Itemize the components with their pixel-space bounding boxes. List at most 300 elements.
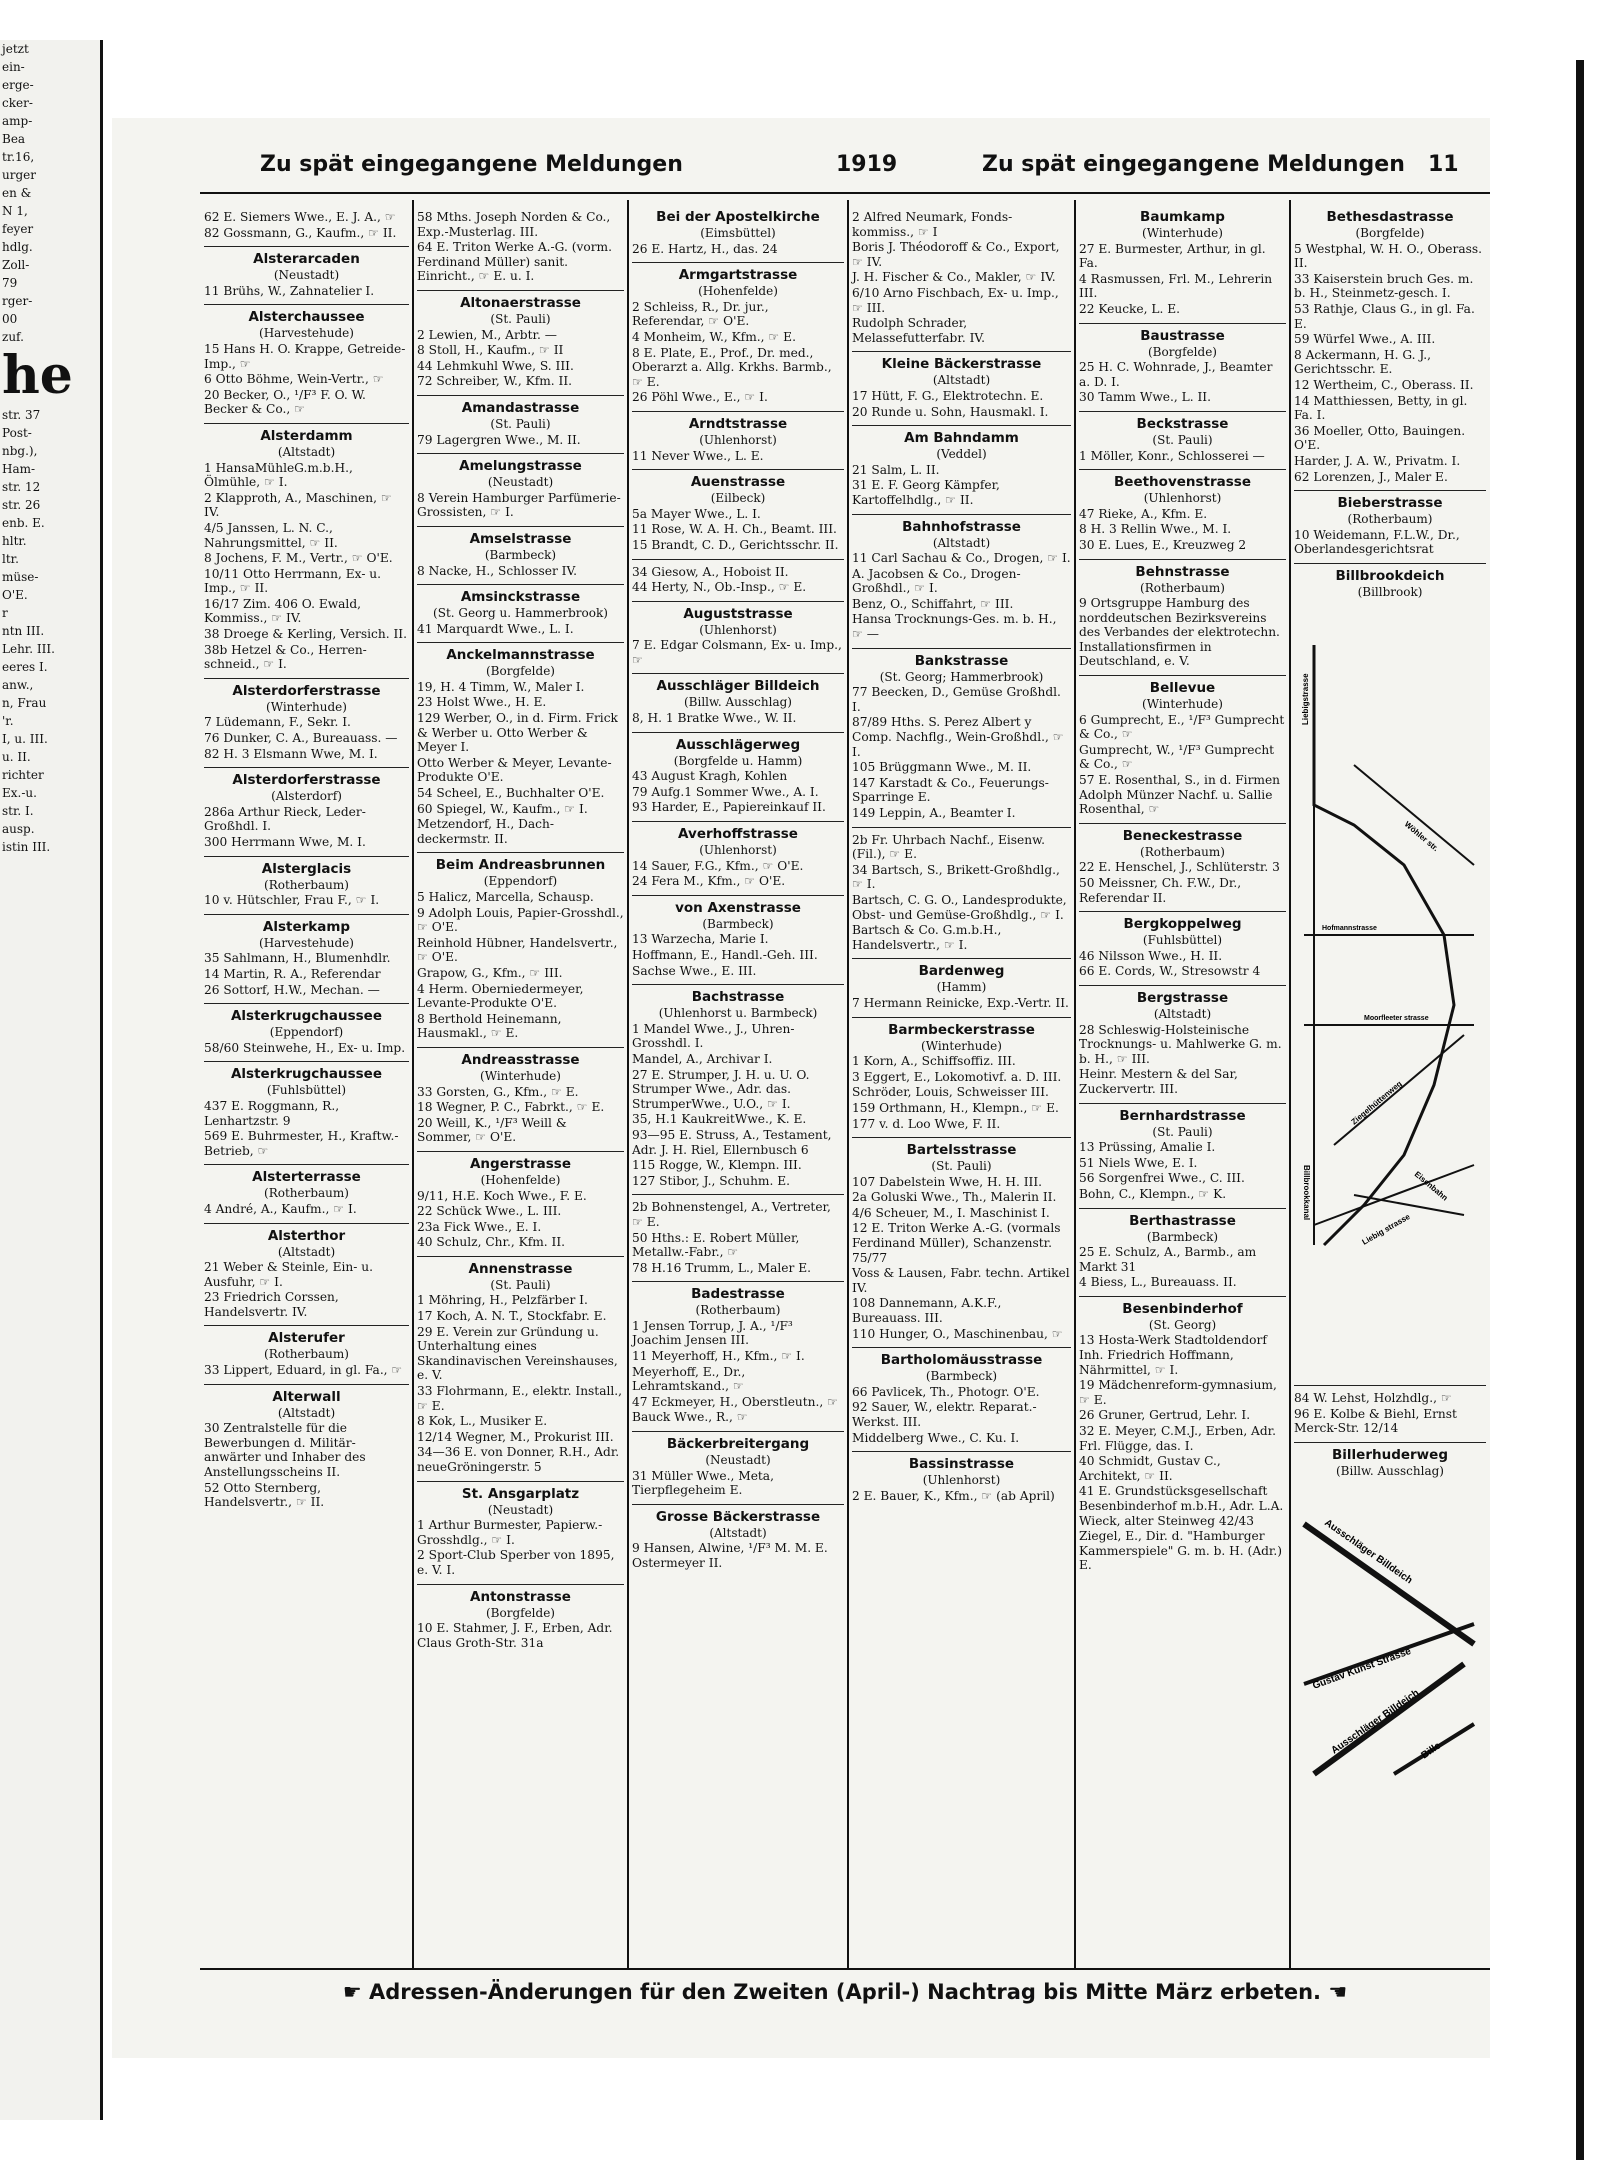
- address-entry: 149 Leppin, A., Beamter I.: [852, 806, 1016, 820]
- address-entry: Middelberg Wwe., C. Ku. I.: [852, 1430, 1020, 1445]
- street-name: Bellevue: [1149, 680, 1216, 697]
- district-name: (Uhlenhorst): [1143, 491, 1222, 506]
- district-name: (Winterhude): [921, 1038, 1002, 1053]
- address-entry: 286a Arthur Rieck, Leder-Großhdl. I.: [204, 804, 366, 834]
- district-name: (St. Pauli): [490, 311, 551, 326]
- strip-line: O'E.: [2, 588, 28, 602]
- district-name: (Borgfelde): [1355, 226, 1425, 240]
- street-section: [1294, 1385, 1486, 1436]
- address-entry: 17 Koch, A. N. T., Stockfabr. E.: [417, 1309, 607, 1324]
- address-entry: 53 Rathje, Claus G., in gl. Fa. E.: [1294, 301, 1475, 331]
- address-entry: 60 Spiegel, W., Kaufm., ☞ I.: [417, 801, 588, 816]
- address-entry: Meyerhoff, E., Dr., Lehramtskand., ☞: [632, 1364, 746, 1394]
- address-entry: 2 Klapproth, A., Maschinen, ☞ IV.: [204, 490, 392, 520]
- strip-line: I, u. III.: [2, 732, 48, 746]
- address-entry: 78 H.16 Trumm, L., Maler E.: [632, 1260, 811, 1275]
- district-name: (Rotherbaum): [264, 877, 349, 892]
- strip-line: 'r.: [2, 714, 14, 728]
- address-entry: 29 E. Verein zur Gründung u. Unterhaltung eines Skandinavischen Vereinshauses, e. V.: [417, 1324, 618, 1383]
- strip-line: amp-: [2, 114, 33, 128]
- strip-line: n, Frau: [2, 696, 47, 710]
- street-section: [204, 914, 409, 997]
- district-name: (Altstadt): [277, 1244, 336, 1259]
- district-name: (Neustadt): [273, 268, 340, 283]
- address-entry: 10 E. Stahmer, J. F., Erben, Adr. Claus Groth-Str. 31a: [417, 1621, 613, 1650]
- address-entry: 2 Alfred Neumark, Fonds-kommiss., ☞ I: [852, 210, 1013, 239]
- district-name: (Veddel): [936, 447, 987, 462]
- street-section: [204, 304, 409, 417]
- strip-line: Zoll-: [2, 258, 30, 272]
- address-entry: 300 Herrmann Wwe, M. I.: [204, 835, 366, 849]
- address-entry: 62 Lorenzen, J., Maler E.: [1294, 469, 1448, 484]
- address-entry: 11 Meyerhoff, H., Kfm., ☞ I.: [632, 1349, 805, 1364]
- address-entry: Heinr. Mestern & del Sar, Zuckervertr. III.: [1079, 1067, 1238, 1096]
- address-entry: 76 Dunker, C. A., Bureauass. —: [204, 731, 398, 746]
- district-name: (St. Pauli): [490, 416, 551, 431]
- address-entry: 33 Kaiserstein bruch Ges. m. b. H., Steinmetz-gesch. I.: [1294, 271, 1474, 301]
- address-entry: 40 Schmidt, Gustav C., Architekt, ☞ II.: [1079, 1454, 1221, 1483]
- address-entry: 10/11 Otto Herrmann, Ex- u. Imp., ☞ II.: [204, 566, 382, 596]
- address-entry: 30 E. Lues, E., Kreuzweg 2: [1079, 537, 1247, 552]
- district-name: (Winterhude): [1142, 697, 1223, 712]
- address-entry: Ziegel, E., Dir. d. "Hamburger Kammerspiele" G. m. b. H. (Adr.) E.: [1079, 1529, 1283, 1573]
- street-name: Berthastrasse: [1129, 1212, 1236, 1229]
- street-section: [204, 423, 409, 672]
- street-name: Baumkamp: [1140, 209, 1225, 225]
- district-name: (Rotherbaum): [1140, 580, 1225, 595]
- district-name: (Borgfelde): [486, 1605, 555, 1620]
- page-header: [200, 152, 1480, 188]
- address-entry: 35 Sahlmann, H., Blumenhdlr.: [204, 951, 391, 966]
- street-name: Alsterglacis: [261, 860, 352, 877]
- street-name: Alterwall: [272, 1388, 341, 1405]
- street-section: [417, 290, 624, 389]
- billbrook-map: [1294, 605, 1484, 1375]
- address-entry: 12/14 Wegner, M., Prokurist III.: [417, 1429, 614, 1444]
- street-section: [632, 1281, 844, 1425]
- address-entry: 22 E. Henschel, J., Schlüterstr. 3: [1079, 860, 1280, 875]
- address-entry: 32 E. Meyer, C.M.J., Erben, Adr. Frl. Flügge, das. I.: [1079, 1424, 1277, 1453]
- district-name: (Winterhude): [1142, 226, 1223, 240]
- address-entry: 3 Eggert, E., Lokomotivf. a. D. III.: [852, 1069, 1062, 1084]
- district-name: (Rotherbaum): [264, 1347, 349, 1362]
- address-entry: 14 Sauer, F.G., Kfm., ☞ O'E.: [632, 858, 804, 873]
- street-name: Bäckerbreitergang: [666, 1436, 810, 1453]
- address-entry: 177 v. d. Loo Wwe, F. II.: [852, 1116, 1001, 1131]
- street-section: [204, 205, 409, 240]
- map-label: Ausschläger Billdeich: [1329, 1687, 1422, 1757]
- district-name: (Billw. Ausschlag): [683, 695, 792, 710]
- street-name: Alsterchaussee: [248, 309, 365, 326]
- street-name: Andreasstrasse: [461, 1051, 580, 1068]
- page-edge: [1576, 60, 1584, 2160]
- address-entry: 5 Westphal, W. H. O., Oberass. II.: [1294, 241, 1482, 271]
- address-entry: 8, H. 1 Bratke Wwe., W. II.: [632, 711, 797, 726]
- header-year: 1919: [836, 152, 898, 177]
- address-entry: 36 Moeller, Otto, Bauingen. O'E.: [1294, 423, 1466, 453]
- address-entry: 57 E. Rosenthal, S., in d. Firmen Adolph Münzer Nachf. u. Sallie Rosenthal, ☞: [1079, 773, 1281, 817]
- address-entry: 44 Herty, N., Ob.-Insp., ☞ E.: [632, 580, 807, 595]
- address-entry: 66 E. Cords, W., Stresowstr 4: [1079, 964, 1261, 979]
- address-entry: 8 E. Plate, E., Prof., Dr. med., Oberarzt a. Allg. Krkhs. Barmb., ☞ E.: [632, 345, 832, 389]
- street-section: [417, 1256, 624, 1475]
- strip-line: anw.,: [2, 678, 34, 692]
- address-entry: 11 Brühs, W., Zahnatelier I.: [204, 283, 375, 298]
- street-name: Amelungstrasse: [459, 458, 582, 475]
- address-entry: 127 Stibor, J., Schuhm. E.: [632, 1173, 791, 1188]
- strip-line: eeres I.: [2, 660, 48, 674]
- column-3: [628, 205, 848, 1970]
- district-name: (Winterhude): [266, 699, 347, 714]
- address-entry: 28 Schleswig-Holsteinische Trocknungs- u. Mahlwerke G. m. b. H., ☞ III.: [1079, 1022, 1282, 1066]
- address-entry: 87/89 Hths. S. Perez Albert y Comp. Nachflg., Wein-Großhdl., ☞ I.: [852, 715, 1064, 759]
- street-section: [417, 642, 624, 846]
- street-name: Alsterkrugchaussee: [230, 1066, 382, 1083]
- street-section: [1079, 323, 1286, 405]
- map-label: Billbrookkanal: [1302, 1165, 1311, 1221]
- footer-text: Adressen-Änderungen für den Zweiten (April-) Nachtrag bis Mitte März erbeten.: [368, 1980, 1322, 2004]
- address-entry: 1 Korn, A., Schiffsoffiz. III.: [852, 1054, 1016, 1069]
- address-entry: 18 Wegner, P. C., Fabrkt., ☞ E.: [417, 1100, 605, 1115]
- address-entry: 93 Harder, E., Papiereinkauf II.: [632, 800, 826, 815]
- address-entry: Grapow, G., Kfm., ☞ III.: [417, 965, 563, 980]
- address-entry: 41 Marquardt Wwe., L. I.: [417, 621, 574, 636]
- district-name: (Uhlenhorst): [922, 1473, 1001, 1488]
- address-entry: Bartsch & Co. G.m.b.H., Handelsvertr., ☞ I.: [852, 923, 1002, 952]
- street-name: Beneckestrasse: [1122, 827, 1243, 844]
- address-entry: 10 v. Hütschler, Frau F., ☞ I.: [204, 893, 380, 908]
- address-entry: 26 Sottorf, H.W., Mechan. —: [204, 982, 380, 997]
- address-entry: 15 Brandt, C. D., Gerichtsschr. II.: [632, 537, 839, 552]
- street-name: Angerstrasse: [469, 1155, 572, 1172]
- street-section: [632, 821, 844, 889]
- address-entry: 22 Schück Wwe., L. III.: [417, 1204, 562, 1219]
- district-name: (Uhlenhorst u. Barmbeck): [658, 1006, 818, 1021]
- street-name: Beim Andreasbrunnen: [435, 857, 606, 874]
- address-entry: 9 Adolph Louis, Papier-Grosshdl., ☞ O'E.: [417, 905, 624, 935]
- strip-line: tr.16,: [2, 150, 35, 164]
- street-name: Bartelsstrasse: [906, 1142, 1017, 1159]
- address-entry: 30 Zentralstelle für die Bewerbungen d. Militär-anwärter und Inhaber des Anstellungsscheins II.: [204, 1421, 366, 1480]
- district-name: (Borgfelde): [1148, 344, 1217, 359]
- street-name: Bahnhofstrasse: [902, 518, 1021, 535]
- strip-line: enb. E.: [2, 516, 45, 530]
- strip-line: en &: [2, 186, 32, 200]
- address-entry: Benz, O., Schiffahrt, ☞ III.: [852, 596, 1014, 611]
- street-name: Antonstrasse: [470, 1588, 571, 1605]
- street-name: Altonaerstrasse: [460, 294, 581, 311]
- address-entry: 4/6 Scheuer, M., I. Maschinist I.: [852, 1205, 1050, 1220]
- street-name: Alsterufer: [268, 1330, 345, 1347]
- address-entry: 38 Droege & Kerling, Versich. II.: [204, 627, 407, 642]
- address-entry: 79 Aufg.1 Sommer Wwe., A. I.: [632, 784, 819, 799]
- address-entry: 59 Würfel Wwe., A. III.: [1294, 332, 1436, 347]
- strip-line: rger-: [2, 294, 33, 308]
- street-section: [204, 678, 409, 761]
- street-section: [417, 584, 624, 636]
- strip-line: ein-: [2, 60, 25, 74]
- address-entry: Voss & Lausen, Fabr. techn. Artikel IV.: [852, 1266, 1070, 1295]
- address-entry: Sachse Wwe., E. III.: [632, 963, 757, 978]
- address-entry: 10 Weidemann, F.L.W., Dr., Oberlandesgerichtsrat: [1294, 527, 1460, 557]
- street-section: [1079, 675, 1286, 817]
- map-road: [1304, 1524, 1474, 1644]
- address-entry: 27 E. Burmester, Arthur, in gl. Fa.: [1079, 241, 1266, 271]
- address-entry: 26 Gruner, Gertrud, Lehr. I.: [1079, 1408, 1251, 1423]
- street-name: Kleine Bäckerstrasse: [881, 356, 1042, 373]
- district-name: (Altstadt): [709, 1525, 767, 1540]
- district-name: (Alsterdorf): [271, 789, 342, 804]
- address-entry: 5a Mayer Wwe., L. I.: [632, 506, 761, 521]
- address-entry: 31 E. F. Georg Kämpfer, Kartoffelhdlg., ☞ II.: [852, 478, 1000, 507]
- street-section: [632, 984, 844, 1188]
- street-section: [1079, 559, 1286, 670]
- street-section: [1079, 469, 1286, 552]
- strip-line: Ham-: [2, 462, 36, 476]
- street-name: Besenbinderhof: [1122, 1300, 1243, 1317]
- street-section: [204, 1384, 409, 1510]
- street-name: Bethesdastrasse: [1326, 209, 1454, 225]
- strip-line: hdlg.: [2, 240, 33, 254]
- street-section: [852, 648, 1071, 821]
- billwerder-map: [1294, 1484, 1484, 1784]
- district-name: (Rotherbaum): [1347, 512, 1433, 527]
- street-section: [417, 1481, 624, 1578]
- district-name: (Altstadt): [277, 1405, 336, 1420]
- street-section: [417, 1047, 624, 1145]
- address-entry: 1 HansaMühleG.m.b.H., Ölmühle, ☞ I.: [204, 460, 353, 490]
- address-entry: 12 Wertheim, C., Oberass. II.: [1294, 377, 1474, 392]
- strip-line: str. I.: [2, 804, 34, 818]
- address-entry: 47 Eckmeyer, H., Oberstleutn., ☞: [632, 1394, 839, 1409]
- address-entry: 2 Sport-Club Sperber von 1895, e. V. I.: [417, 1548, 615, 1577]
- street-name: St. Ansgarplatz: [461, 1485, 580, 1502]
- previous-page-strip: [0, 40, 103, 2120]
- address-entry: 46 Nilsson Wwe., H. II.: [1079, 948, 1223, 963]
- street-section: [417, 852, 624, 1041]
- address-entry: 58 Mths. Joseph Norden & Co., Exp.-Musterlag. III.: [417, 210, 611, 239]
- street-section: [1079, 205, 1286, 317]
- strip-line: urger: [2, 168, 36, 182]
- street-section: [1294, 490, 1486, 557]
- address-entry: 27 E. Strumper, J. H. u. U. O. Strumper Wwe., Adr. das. StrumperWwe., U.O., ☞ I.: [632, 1067, 810, 1111]
- street-name: Bergstrasse: [1136, 989, 1229, 1006]
- street-name: Anckelmannstrasse: [446, 647, 595, 664]
- address-entry: 4 Biess, L., Bureauass. II.: [1079, 1275, 1237, 1290]
- address-entry: 1 Möhring, H., Pelzfärber I.: [417, 1293, 588, 1308]
- address-entry: Hansa Trocknungs-Ges. m. b. H., ☞ —: [852, 612, 1057, 642]
- strip-line: zuf.: [2, 330, 24, 344]
- address-entry: 93—95 E. Struss, A., Testament, Adr. J. H. Riel, Ellernbusch 6: [632, 1127, 832, 1157]
- street-section: [632, 469, 844, 552]
- street-name: Bei der Apostelkirche: [656, 209, 820, 225]
- strip-line: 79: [2, 276, 18, 290]
- district-name: (Harvestehude): [259, 935, 354, 950]
- address-entry: 8 Nacke, H., Schlosser IV.: [417, 563, 578, 578]
- map-label: Hofmannstrasse: [1322, 925, 1377, 933]
- street-name: Bardenweg: [918, 963, 1005, 980]
- address-entry: 8 Verein Hamburger Parfümerie-Grossisten, ☞ I.: [417, 490, 621, 520]
- street-section: [632, 411, 844, 463]
- address-entry: 569 E. Buhrmester, H., Kraftw.-Betrieb, ☞: [204, 1129, 399, 1158]
- street-name: Grosse Bäckerstrasse: [655, 1508, 821, 1525]
- street-section: [632, 1504, 844, 1571]
- street-section: [632, 559, 844, 595]
- street-name: von Axenstrasse: [675, 899, 801, 916]
- strip-line: 00: [2, 312, 18, 326]
- address-entry: Harder, J. A. W., Privatm. I.: [1294, 453, 1461, 468]
- address-entry: 44 Lehmkuhl Wwe, S. III.: [417, 358, 574, 373]
- address-entry: 7 E. Edgar Colsmann, Ex- u. Imp., ☞: [632, 638, 842, 667]
- strip-line: N 1,: [2, 204, 28, 218]
- address-entry: Bohn, C., Klempn., ☞ K.: [1079, 1186, 1227, 1201]
- address-entry: 41 E. Grundstücksgesellschaft Besenbinderhof m.b.H., Adr. L.A. Wieck, alter Steinweg 42/43: [1079, 1484, 1284, 1528]
- district-name: (Barmbeck): [484, 547, 557, 562]
- district-name: (Borgfelde): [486, 664, 555, 679]
- strip-line: ausp.: [2, 822, 35, 836]
- address-entry: 8 Kok, L., Musiker E.: [417, 1414, 548, 1429]
- street-section: [632, 262, 844, 405]
- header-left: Zu spät eingegangene Meldungen: [260, 152, 683, 177]
- column-2: [413, 205, 628, 1970]
- address-entry: 105 Brüggmann Wwe., M. II.: [852, 760, 1032, 775]
- address-entry: Reinhold Hübner, Handelsvertr., ☞ O'E.: [417, 935, 618, 965]
- district-name: (St. Pauli): [1152, 1124, 1213, 1139]
- street-section: [1079, 411, 1286, 463]
- street-section: [632, 1194, 844, 1275]
- strip-line: u. II.: [2, 750, 31, 764]
- address-entry: 8 Jochens, F. M., Vertr., ☞ O'E.: [204, 551, 393, 566]
- address-entry: 34 Giesow, A., Hoboist II.: [632, 564, 789, 579]
- street-section: [417, 205, 624, 284]
- map-label: Liebigstrasse: [1301, 673, 1310, 726]
- street-name: Billbrookdeich: [1335, 567, 1445, 584]
- address-entry: 4/5 Janssen, L. N. C., Nahrungsmittel, ☞ II.: [204, 520, 338, 550]
- street-name: Ausschläger Billdeich: [656, 678, 820, 695]
- street-name: Alsterterrasse: [252, 1169, 361, 1186]
- district-name: (Altstadt): [277, 444, 336, 459]
- page-number: 11: [1428, 152, 1459, 177]
- address-entry: 17 Hütt, F. G., Elektrotechn. E.: [852, 388, 1044, 403]
- address-entry: 20 Becker, O., ¹/F³ F. O. W. Becker & Co., ☞: [204, 387, 366, 417]
- street-name: Alsterarcaden: [253, 251, 360, 268]
- street-section: [852, 1347, 1071, 1445]
- address-entry: Schröder, Louis, Schweisser III.: [852, 1085, 1049, 1100]
- strip-line: nbg.),: [2, 444, 38, 458]
- address-entry: 2 Lewien, M., Arbtr. —: [417, 327, 557, 342]
- address-entry: 4 Herm. Oberniedermeyer, Levante-Produkte O'E.: [417, 981, 584, 1011]
- address-entry: 9/11, H.E. Koch Wwe., F. E.: [417, 1188, 587, 1203]
- district-name: (Billw. Ausschlag): [1335, 1463, 1444, 1478]
- street-section: [1079, 985, 1286, 1097]
- map-label: Ausschläger Billdeich: [1322, 1517, 1415, 1587]
- address-entry: 38b Hetzel & Co., Herren-schneid., ☞ I.: [204, 642, 367, 672]
- address-entry: 129 Werber, O., in d. Firm. Frick & Werber u. Otto Werber & Meyer I.: [417, 711, 618, 755]
- street-section: [632, 1431, 844, 1498]
- map-label: Liebig strasse: [1360, 1212, 1412, 1248]
- street-section: [417, 1151, 624, 1250]
- district-name: (Fuhlsbüttel): [266, 1083, 347, 1098]
- address-entry: 8 Berthold Heinemann, Hausmakl., ☞ E.: [417, 1011, 562, 1041]
- district-name: (Uhlenhorst): [699, 432, 777, 447]
- map-label: Gustav Kunst Strasse: [1311, 1646, 1413, 1693]
- address-entry: 51 Niels Wwe, E. I.: [1079, 1155, 1198, 1170]
- address-entry: 96 E. Kolbe & Biehl, Ernst Merck-Str. 12/14: [1294, 1406, 1457, 1436]
- address-entry: 82 H. 3 Elsmann Wwe, M. I.: [204, 746, 378, 761]
- district-name: (Winterhude): [480, 1068, 561, 1083]
- street-name: Amandastrasse: [461, 399, 580, 416]
- street-section: [852, 514, 1071, 642]
- map-label: Ziegelhüttenweg: [1349, 1079, 1404, 1128]
- map-label: Eisenbahn: [1412, 1170, 1450, 1204]
- address-entry: 6 Gumprecht, E., ¹/F³ Gumprecht & Co., ☞: [1079, 712, 1285, 742]
- address-entry: 2b Bohnenstengel, A., Vertreter, ☞ E.: [632, 1200, 831, 1229]
- address-entry: 92 Sauer, W., elektr. Reparat.-Werkst. III.: [852, 1400, 1037, 1429]
- address-entry: 62 E. Siemers Wwe., E. J. A., ☞: [204, 210, 396, 224]
- district-name: (Fuhlsbüttel): [1142, 933, 1223, 948]
- street-section: [852, 1137, 1071, 1341]
- street-name: Alsterkamp: [262, 918, 351, 935]
- street-section: [1294, 1442, 1486, 1479]
- street-name: Beckstrasse: [1136, 415, 1229, 432]
- street-name: Amsinckstrasse: [460, 589, 581, 606]
- address-entry: 72 Schreiber, W., Kfm. II.: [417, 374, 573, 389]
- map-road: [1354, 765, 1474, 865]
- street-section: [852, 1451, 1071, 1503]
- address-entry: 2 E. Bauer, K., Kfm., ☞ (ab April): [852, 1488, 1055, 1503]
- street-name: Armgartstrasse: [678, 267, 798, 284]
- strip-line: erge-: [2, 78, 34, 92]
- address-entry: 21 Salm, L. II.: [852, 462, 940, 477]
- address-entry: 22 Keucke, L. E.: [1079, 301, 1181, 316]
- address-entry: 26 Pöhl Wwe., E., ☞ I.: [632, 390, 768, 405]
- district-name: (St. Pauli): [931, 1159, 992, 1174]
- street-name: Auguststrasse: [683, 605, 793, 622]
- address-entry: 33 Flohrmann, E., elektr. Install., ☞ E.: [417, 1384, 623, 1413]
- street-name: Barmbeckerstrasse: [888, 1021, 1035, 1038]
- strip-line: ntn III.: [2, 624, 45, 638]
- district-name: (Eimsbüttel): [700, 226, 776, 240]
- district-name: (St. Georg; Hammerbrook): [879, 669, 1044, 684]
- strip-line: istin III.: [2, 840, 51, 854]
- street-name: Arndtstrasse: [688, 415, 788, 432]
- district-name: (St. Pauli): [1152, 432, 1213, 447]
- address-entry: 6/10 Arno Fischbach, Ex- u. Imp., ☞ III.: [852, 285, 1059, 315]
- strip-line: müse-: [2, 570, 39, 584]
- street-section: [1079, 1296, 1286, 1573]
- district-name: (St. Pauli): [490, 1277, 551, 1292]
- address-entry: 82 Gossmann, G., Kaufm., ☞ II.: [204, 225, 397, 240]
- address-entry: 77 Beecken, D., Gemüse Großhdl. I.: [852, 685, 1061, 714]
- address-entry: Mandel, A., Archivar I.: [632, 1051, 773, 1066]
- street-section: [852, 827, 1071, 953]
- street-section: [852, 205, 1071, 345]
- street-name: Bergkoppelweg: [1123, 916, 1242, 933]
- address-entry: 25 H. C. Wohnrade, J., Beamter a. D. I.: [1079, 360, 1273, 389]
- street-name: Ausschlägerweg: [675, 736, 801, 753]
- address-entry: 33 Lippert, Eduard, in gl. Fa., ☞: [204, 1363, 403, 1378]
- address-entry: 43 August Kragh, Kohlen: [632, 769, 788, 784]
- street-section: [632, 895, 844, 978]
- district-name: (Altstadt): [1153, 1006, 1212, 1021]
- address-entry: 20 Weill, K., ¹/F³ Weill & Sommer, ☞ O'E.: [417, 1115, 567, 1145]
- district-name: (Hohenfelde): [698, 284, 778, 299]
- address-entry: Otto Werber & Meyer, Levante-Produkte O'E.: [417, 755, 612, 785]
- street-section: [852, 351, 1071, 419]
- map-label: Bille: [1419, 1740, 1444, 1762]
- address-entry: 40 Schulz, Chr., Kfm. II.: [417, 1235, 566, 1250]
- street-section: [204, 1223, 409, 1320]
